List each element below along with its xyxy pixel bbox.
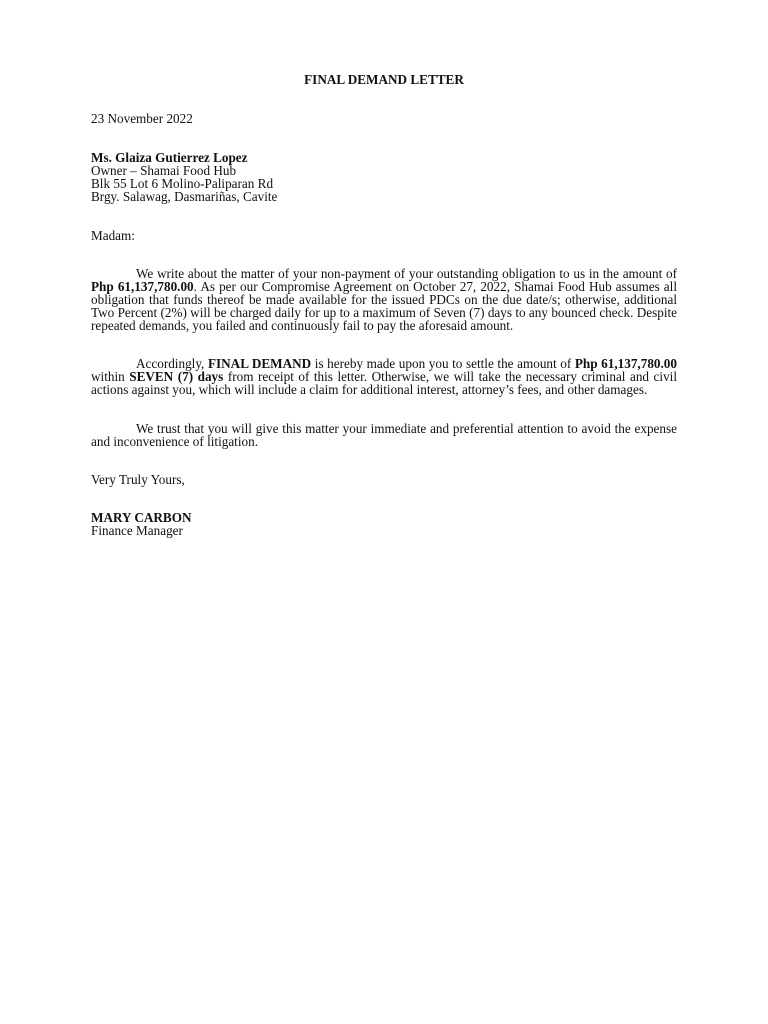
paragraph-text: within xyxy=(91,369,130,384)
recipient-name: Ms. Glaiza Gutierrez Lopez xyxy=(91,150,248,165)
salutation: Madam: xyxy=(91,228,135,243)
paragraph-text: from receipt of this letter. Otherwise, we will take the necessary criminal and civil actions against you, which will include a claim for additional interest, attorney’s fees, and other damages. xyxy=(91,369,677,397)
paragraph-obligation xyxy=(91,267,677,332)
paragraph-text: . As per our Compromise Agreement on October 27, 2022, Shamai Food Hub assumes all obligation that funds thereof be made available for the issued PDCs on the due date/s; otherwise, additional Two Percent (2%) will be charged daily for up to a maximum of Seven (7) days to any bounced check. Despite repeated demands, you failed and continuously fail to pay the aforesaid amount. xyxy=(91,279,677,333)
signatory-title: Finance Manager xyxy=(91,523,183,538)
recipient-position: Owner – Shamai Food Hub xyxy=(91,163,237,178)
letter-date: 23 November 2022 xyxy=(91,111,193,126)
closing: Very Truly Yours, xyxy=(91,472,185,487)
paragraph-trust: We trust that you will give this matter your immediate and preferential attention to avoid the expense and inconvenience of litigation. xyxy=(91,421,677,449)
amount-due: Php 61,137,780.00 xyxy=(574,356,677,371)
signatory-name: MARY CARBON xyxy=(91,510,192,525)
paragraph-text: We write about the matter of your non-payment of your outstanding obligation to us in the amount of xyxy=(136,266,677,281)
recipient-address-line2: Brgy. Salawag, Dasmariñas, Cavite xyxy=(91,189,278,204)
signature-block xyxy=(91,511,192,537)
final-demand-phrase: FINAL DEMAND xyxy=(207,356,312,371)
recipient-block xyxy=(91,151,277,203)
letter-title: FINAL DEMAND LETTER xyxy=(304,72,464,87)
paragraph-text: is hereby made upon you to settle the amount of xyxy=(311,356,575,371)
paragraph-text: Accordingly, xyxy=(136,356,208,371)
deadline-period: SEVEN (7) days xyxy=(129,369,224,384)
amount-due: Php 61,137,780.00 xyxy=(91,279,194,294)
recipient-address-line1: Blk 55 Lot 6 Molino-Paliparan Rd xyxy=(91,176,274,191)
paragraph-demand xyxy=(91,357,677,396)
